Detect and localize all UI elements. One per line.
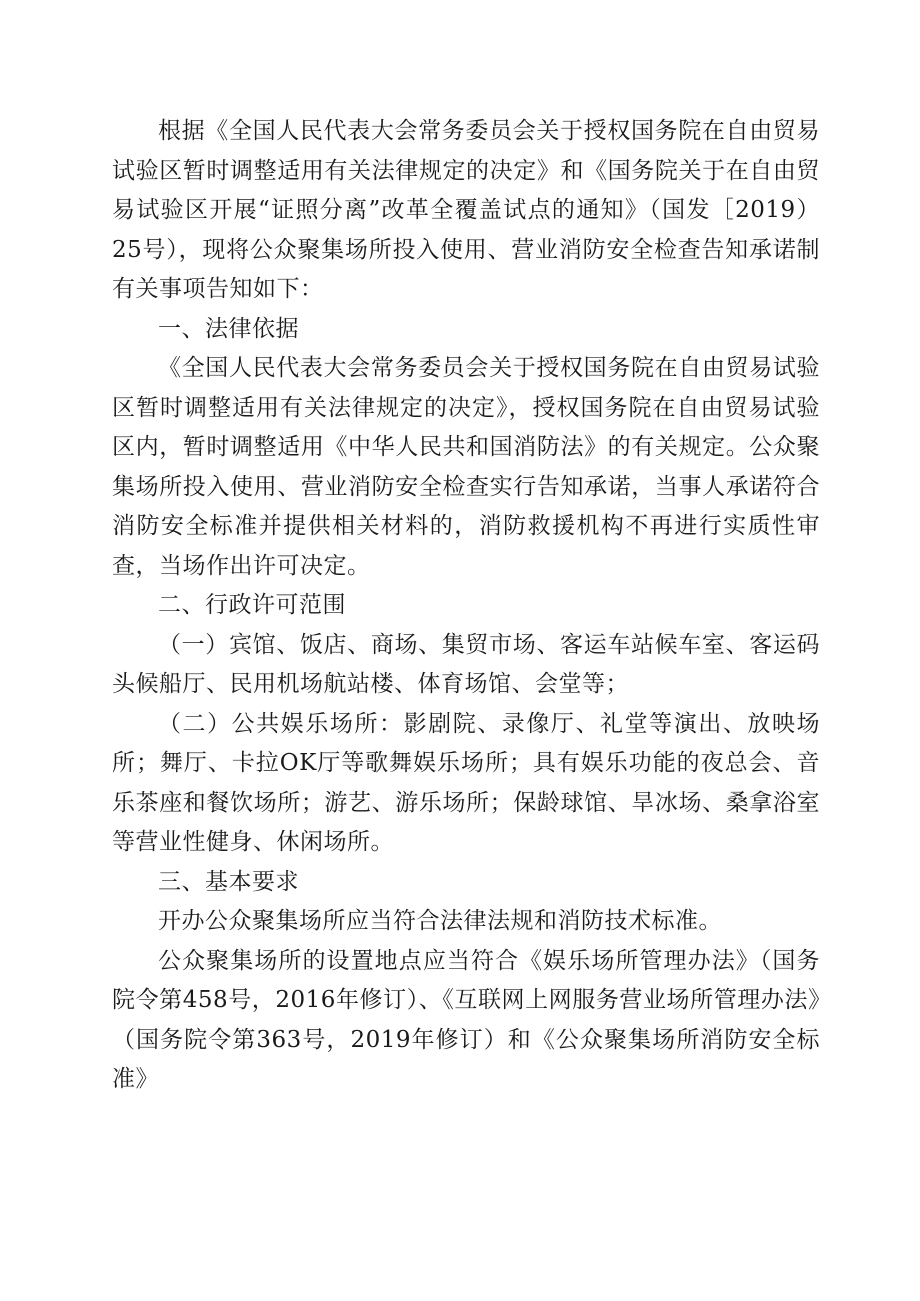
permit-scope-item-2: （二）公共娱乐场所：影剧院、录像厅、礼堂等演出、放映场所；舞厅、卡拉OK厅等歌舞娱乐场所；具有娱乐功能的夜总会、音乐茶座和餐饮场所；游艺、游乐场所；保龄球馆、旱冰场、桑拿浴室等营业性健身、休闲场所。 (112, 710, 820, 855)
requirement-paragraph-1: 开办公众聚集场所应当符合法律法规和消防技术标准。 (158, 908, 722, 934)
section-heading-permit-scope: 二、行政许可范围 (158, 592, 346, 618)
section-heading-basic-requirements: 三、基本要求 (158, 868, 299, 895)
legal-basis-paragraph: 《全国人民代表大会常务委员会关于授权国务院在自由贸易试验区暂时调整适用有关法律规定的决定》，授权国务院在自由贸易试验区内，暂时调整适用《中华人民共和国消防法》的有关规定。公众聚集场所投入使用、营业消防安全检查实行告知承诺，当事人承诺符合消防安全标准并提供相关材料的，消防救援机构不再进行实质性审查，当场作出许可决定。 (112, 355, 820, 579)
requirement-paragraph-2: 公众聚集场所的设置地点应当符合《娱乐场所管理办法》（国务院令第458号，2016年修订）、《互联网上网服务营业场所管理办法》（国务院令第363号，2019年修订）和《公众聚集场所消防安全标准》 (112, 947, 820, 1092)
document-body (112, 112, 820, 1100)
section-heading-legal-basis: 一、法律依据 (158, 315, 299, 342)
intro-paragraph: 根据《全国人民代表大会常务委员会关于授权国务院在自由贸易试验区暂时调整适用有关法律规定的决定》和《国务院关于在自由贸易试验区开展“证照分离”改革全覆盖试点的通知》（国发［2019）25号），现将公众聚集场所投入使用、营业消防安全检查告知承诺制有关事项告知如下： (112, 118, 820, 302)
permit-scope-item-1: （一）宾馆、饭店、商场、集贸市场、客运车站候车室、客运码头候船厅、民用机场航站楼、体育场馆、会堂等； (112, 631, 820, 697)
